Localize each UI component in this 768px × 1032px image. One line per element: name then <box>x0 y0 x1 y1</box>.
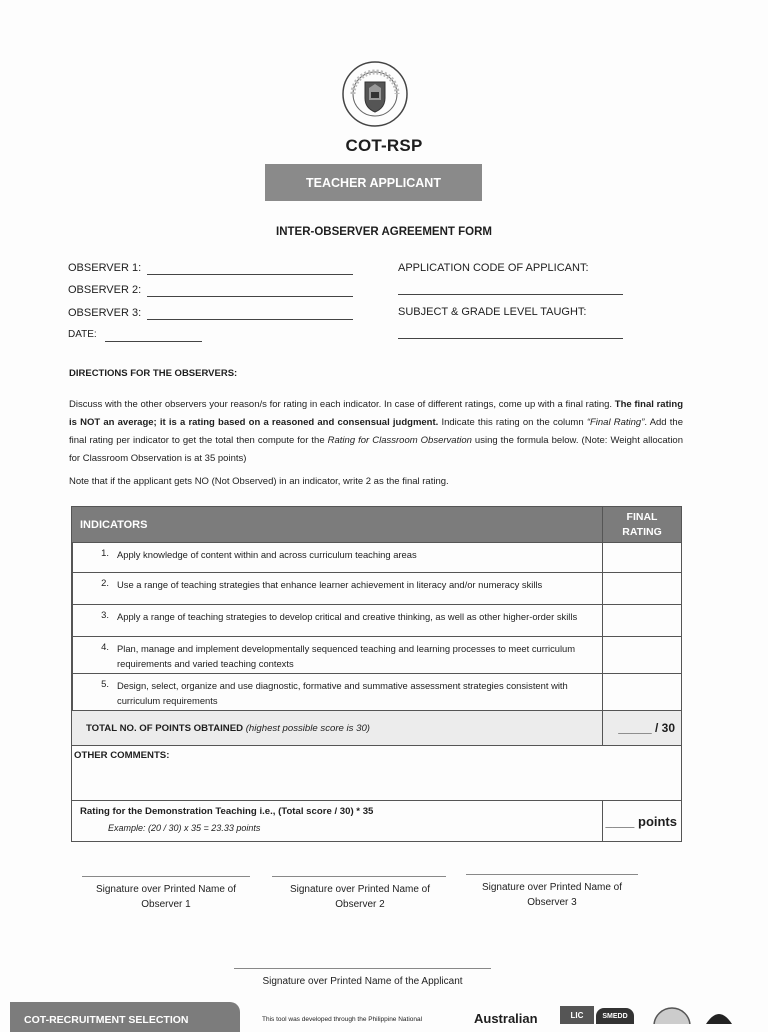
form-title: INTER-OBSERVER AGREEMENT FORM <box>276 226 492 238</box>
rating-points-field[interactable]: ____ points <box>603 801 682 842</box>
indicator-text: Plan, manage and implement developmentally sequenced teaching and learning processes to meet curriculum requirements and varied teaching contexts <box>117 637 603 674</box>
total-points-label <box>72 711 603 746</box>
final-rating-cell[interactable] <box>603 573 682 605</box>
observer2-signature-label <box>280 882 440 912</box>
lic-logo-text: LIC <box>570 1010 584 1020</box>
comments-row <box>72 746 682 801</box>
observer3-signature-text: Signature over Printed Name of Observer 3 <box>481 882 623 908</box>
date-field[interactable] <box>105 341 202 342</box>
indicator-number: 3. <box>73 605 118 637</box>
observer1-label: OBSERVER 1: <box>68 262 142 274</box>
indicator-text: Apply knowledge of content within and across curriculum teaching areas <box>117 543 603 573</box>
indicators-table <box>71 506 682 842</box>
directions-paragraph <box>69 396 683 468</box>
total-points-field[interactable]: _____ / 30 <box>603 711 682 746</box>
observer1-field[interactable] <box>147 274 353 275</box>
application-code-label: APPLICATION CODE OF APPLICANT: <box>398 262 589 274</box>
final-rating-cell[interactable] <box>603 674 682 711</box>
observer2-label: OBSERVER 2: <box>68 284 142 296</box>
total-row <box>72 711 682 746</box>
subject-grade-label: SUBJECT & GRADE LEVEL TAUGHT: <box>398 306 587 318</box>
indicator-text: Use a range of teaching strategies that enhance learner achievement in literacy and/or numeracy skills <box>117 573 603 605</box>
observer2-field[interactable] <box>147 296 353 297</box>
table-row <box>72 573 682 605</box>
indicator-number: 2. <box>73 573 118 605</box>
final-rating-cell[interactable] <box>603 543 682 573</box>
directions-text-4: using the formula below. (Note: Weight allocation for Classroom Observation is at 35 points) <box>69 435 684 464</box>
observer2-signature-line[interactable] <box>272 876 446 877</box>
observer3-field[interactable] <box>147 319 353 320</box>
observer2-signature-text: Signature over Printed Name of Observer 2 <box>289 884 431 910</box>
directions-text-1: Discuss with the other observers your reason/s for rating in each indicator. In case of different ratings, come up with a final rating. <box>69 399 613 410</box>
table-row <box>72 605 682 637</box>
partner-logo-icon <box>704 1008 734 1024</box>
observer3-signature-line[interactable] <box>466 874 638 875</box>
directions-heading: DIRECTIONS FOR THE OBSERVERS: <box>69 368 238 379</box>
directions-text-2: Indicate this rating on the column <box>441 417 584 428</box>
observer1-signature-line[interactable] <box>82 876 250 877</box>
final-rating-cell[interactable] <box>603 637 682 674</box>
rating-formula-cell <box>72 801 603 842</box>
final-rating-header <box>603 507 682 543</box>
final-rating-header-line1: FINAL <box>626 510 658 523</box>
table-row <box>72 674 682 711</box>
smedd-logo-text: SMEDD <box>602 1012 628 1020</box>
banner-label: TEACHER APPLICANT <box>306 175 441 190</box>
directions-italic-term: Rating for Classroom Observation <box>327 435 472 446</box>
footer-note: This tool was developed through the Philippine National <box>262 1016 423 1023</box>
total-note-text: (highest possible score is 30) <box>245 722 370 734</box>
observer3-label: OBSERVER 3: <box>68 307 142 319</box>
table-row <box>72 543 682 573</box>
observer1-signature-label <box>82 882 250 912</box>
observer1-signature-text: Signature over Printed Name of Observer 1 <box>95 884 237 910</box>
total-label-text: TOTAL NO. OF POINTS OBTAINED <box>86 722 244 734</box>
table-row <box>72 637 682 674</box>
application-code-field[interactable] <box>398 294 623 295</box>
rating-example-text: Example: (20 / 30) x 35 = 23.33 points <box>108 823 261 833</box>
directions-text-3: . Add the final rating per indicator to get the total then compute for the <box>69 417 683 446</box>
footer-tab: COT-RECRUITMENT SELECTION <box>10 1002 240 1032</box>
final-rating-header-line2: RATING <box>622 525 662 538</box>
applicant-signature-line[interactable] <box>234 968 491 969</box>
teacher-applicant-banner <box>265 164 482 201</box>
australian-aid-logo-text: Australian <box>474 1011 538 1026</box>
directions-bold-text: The final rating is NOT an average; it is a rating based on a reasoned and consensual judgment. <box>69 399 684 428</box>
rating-formula-label: Rating for the Demonstration Teaching i.e., (Total score / 30) * 35 <box>80 806 374 817</box>
indicator-text: Apply a range of teaching strategies to develop critical and creative thinking, as well as other higher-order skills <box>117 605 603 637</box>
directions-final-rating-term: “Final Rating” <box>586 417 645 428</box>
lic-logo <box>560 1006 594 1024</box>
form-code-title: COT-RSP <box>345 136 423 155</box>
final-rating-cell[interactable] <box>603 605 682 637</box>
indicator-number: 5. <box>73 674 118 711</box>
rating-row <box>72 801 682 842</box>
partner-seal-icon <box>652 1006 692 1024</box>
subject-grade-field[interactable] <box>398 338 623 339</box>
deped-seal-icon <box>341 60 409 128</box>
indicator-number: 1. <box>73 543 118 573</box>
indicator-number: 4. <box>73 637 118 674</box>
indicator-text: Design, select, organize and use diagnostic, formative and summative assessment strategies consistent with curriculum requirements <box>117 674 603 711</box>
no-rating-note: Note that if the applicant gets NO (Not Observed) in an indicator, write 2 as the final rating. <box>69 476 449 487</box>
other-comments-field[interactable]: OTHER COMMENTS: <box>72 746 682 801</box>
observer3-signature-label <box>472 880 632 910</box>
smedd-logo <box>596 1008 634 1024</box>
indicators-header: INDICATORS <box>72 507 603 543</box>
date-label: DATE: <box>68 329 97 340</box>
applicant-signature-label: Signature over Printed Name of the Applicant <box>262 976 463 987</box>
